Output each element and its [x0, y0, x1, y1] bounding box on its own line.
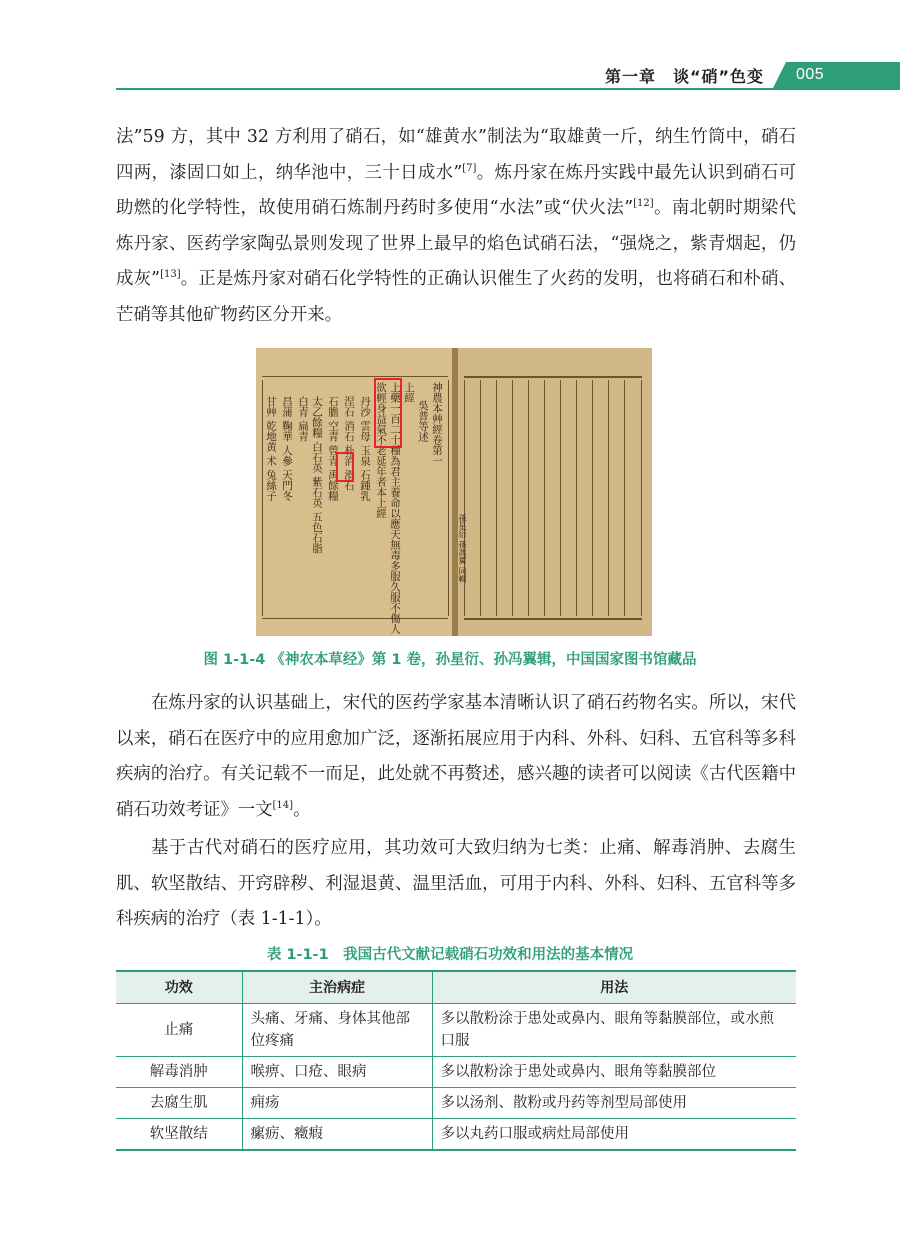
table-cell: 多以丸药口服或病灶局部使用 [432, 1118, 796, 1150]
frame-line [496, 380, 497, 616]
text-column: 白青 扁青 [297, 396, 309, 442]
page-number: 005 [796, 66, 825, 83]
table-cell: 多以汤剂、散粉或丹药等剂型局部使用 [432, 1087, 796, 1118]
book-photo [256, 348, 652, 636]
reference: [7] [462, 162, 477, 174]
frame-line [641, 380, 642, 616]
table-row [116, 1118, 796, 1150]
table-cell: 软坚散结 [116, 1118, 242, 1150]
text-column: 上經 [403, 382, 415, 403]
reference: [14] [272, 799, 294, 811]
frame-line [512, 380, 513, 616]
frame-line [544, 380, 545, 616]
paragraph-2 [116, 686, 796, 828]
frame-line [262, 376, 448, 377]
frame-line [592, 380, 593, 616]
table-cell: 多以散粉涂于患处或鼻内、眼角等黏膜部位，或水煎口服 [432, 1003, 796, 1056]
text-column: 欲輕身益氣不老延年者本上經 [375, 382, 387, 519]
frame-line [528, 380, 529, 616]
paragraph-3: 基于古代对硝石的医疗应用，其功效可大致归纳为七类：止痛、解毒消肿、去腐生肌、软坚散结、开窍辟秽、利湿退黄、温里活血，可用于内科、外科、妇科、五官科等多科疾病的治疗（表 1-1-1）。 [116, 838, 796, 930]
table-cell: 瘰疬、癥瘕 [242, 1118, 432, 1150]
table-cell: 解毒消肿 [116, 1056, 242, 1087]
text: 。 [293, 799, 311, 820]
reference: [13] [160, 269, 181, 281]
frame-line [480, 380, 481, 616]
efficacy-table [116, 970, 796, 1151]
text-column: 甘艸 乾地黄 术 兔絲子 [265, 396, 277, 501]
text-column: 丹沙 雲母 玉泉 石鍾乳 [359, 396, 371, 501]
text: 法”59 方，其中 32 方利用了硝石，如“雄黄水”制法为“取雄黄一斤，纳生竹筒中，硝石四两，漆固口如上，纳华池中，三十日成水” [116, 127, 796, 183]
column-header: 用法 [432, 971, 796, 1003]
book-left-page [256, 348, 454, 636]
highlight-box [374, 378, 402, 448]
table-title: 表 1-1-1 我国古代文献记载硝石功效和用法的基本情况 [266, 947, 634, 963]
chapter-title: 第一章 谈“硝”色变 [604, 67, 764, 86]
text-column: 上藥一百二十種為君主養命以應天無毒多服久服不傷人 [389, 382, 401, 634]
text: 。南北朝时期梁代炼丹家、医药学家陶弘景则发现了世界上最早的焰色试硝石法，“强烧之，紫青烟起，仍成灰” [116, 198, 796, 290]
highlight-box [336, 452, 354, 482]
text: 。正是炼丹家对硝石化学特性的正确认识催生了火药的发明，也将硝石和朴硝、芒硝等其他矿物药区分开来。 [116, 269, 796, 325]
paragraph-1 [116, 120, 796, 334]
frame-line [262, 380, 263, 616]
column-header: 主治病症 [242, 971, 432, 1003]
frame-line [464, 618, 642, 620]
reference: [12] [633, 198, 654, 210]
text: 。炼丹家在炼丹实践中最先认识到硝石可助燃的化学特性，故使用硝石炼制丹药时多使用“水法”或“伏火法” [116, 162, 796, 219]
table-cell: 痈疡 [242, 1087, 432, 1118]
text-column: 太乙餘糧 白石英 紫石英 五色石脂 [311, 396, 323, 554]
frame-line [262, 618, 448, 619]
table-cell: 去腐生肌 [116, 1087, 242, 1118]
column-header: 功效 [116, 971, 242, 1003]
figure-caption: 图 1-1-4 《神农本草经》第 1 卷，孙星衍、孙冯翼辑，中国国家图书馆藏品 [203, 652, 697, 668]
text-column: 石膽 空青 曾青 禹餘糧 [327, 396, 339, 501]
frame-line [560, 380, 561, 616]
table-header-row [116, 971, 796, 1003]
text-column: 吳普等述 [417, 400, 429, 442]
table-cell: 止痛 [116, 1003, 242, 1056]
text-column: 孫星衍 孫馮翼 同輯 [458, 514, 467, 584]
table-cell: 喉痹、口疮、眼病 [242, 1056, 432, 1087]
book-right-page [458, 348, 652, 636]
table-row [116, 1056, 796, 1087]
frame-line [624, 380, 625, 616]
page-number-tab [772, 62, 900, 90]
text-column: 涅石 消石 朴消 滑石 [343, 396, 355, 491]
frame-line [448, 380, 449, 616]
table-row [116, 1087, 796, 1118]
frame-line [608, 380, 609, 616]
frame-line [576, 380, 577, 616]
frame-line [464, 376, 642, 378]
text-column: 神農本艸經卷第一 [431, 382, 443, 466]
text-column: 昌蒲 鞠華 人參 天門冬 [281, 396, 293, 501]
table-cell: 头痛、牙痛、身体其他部位疼痛 [242, 1003, 432, 1056]
table-row [116, 1003, 796, 1056]
table-cell: 多以散粉涂于患处或鼻内、眼角等黏膜部位 [432, 1056, 796, 1087]
text: 在炼丹家的认识基础上，宋代的医药学家基本清晰认识了硝石药物名实。所以，宋代以来，硝石在医疗中的应用愈加广泛，逐渐拓展应用于内科、外科、妇科、五官科等多科疾病的治疗。有关记载不一而足，此处就不再赘述，感兴趣的读者可以阅读《古代医籍中硝石功效考证》一文 [116, 693, 796, 820]
